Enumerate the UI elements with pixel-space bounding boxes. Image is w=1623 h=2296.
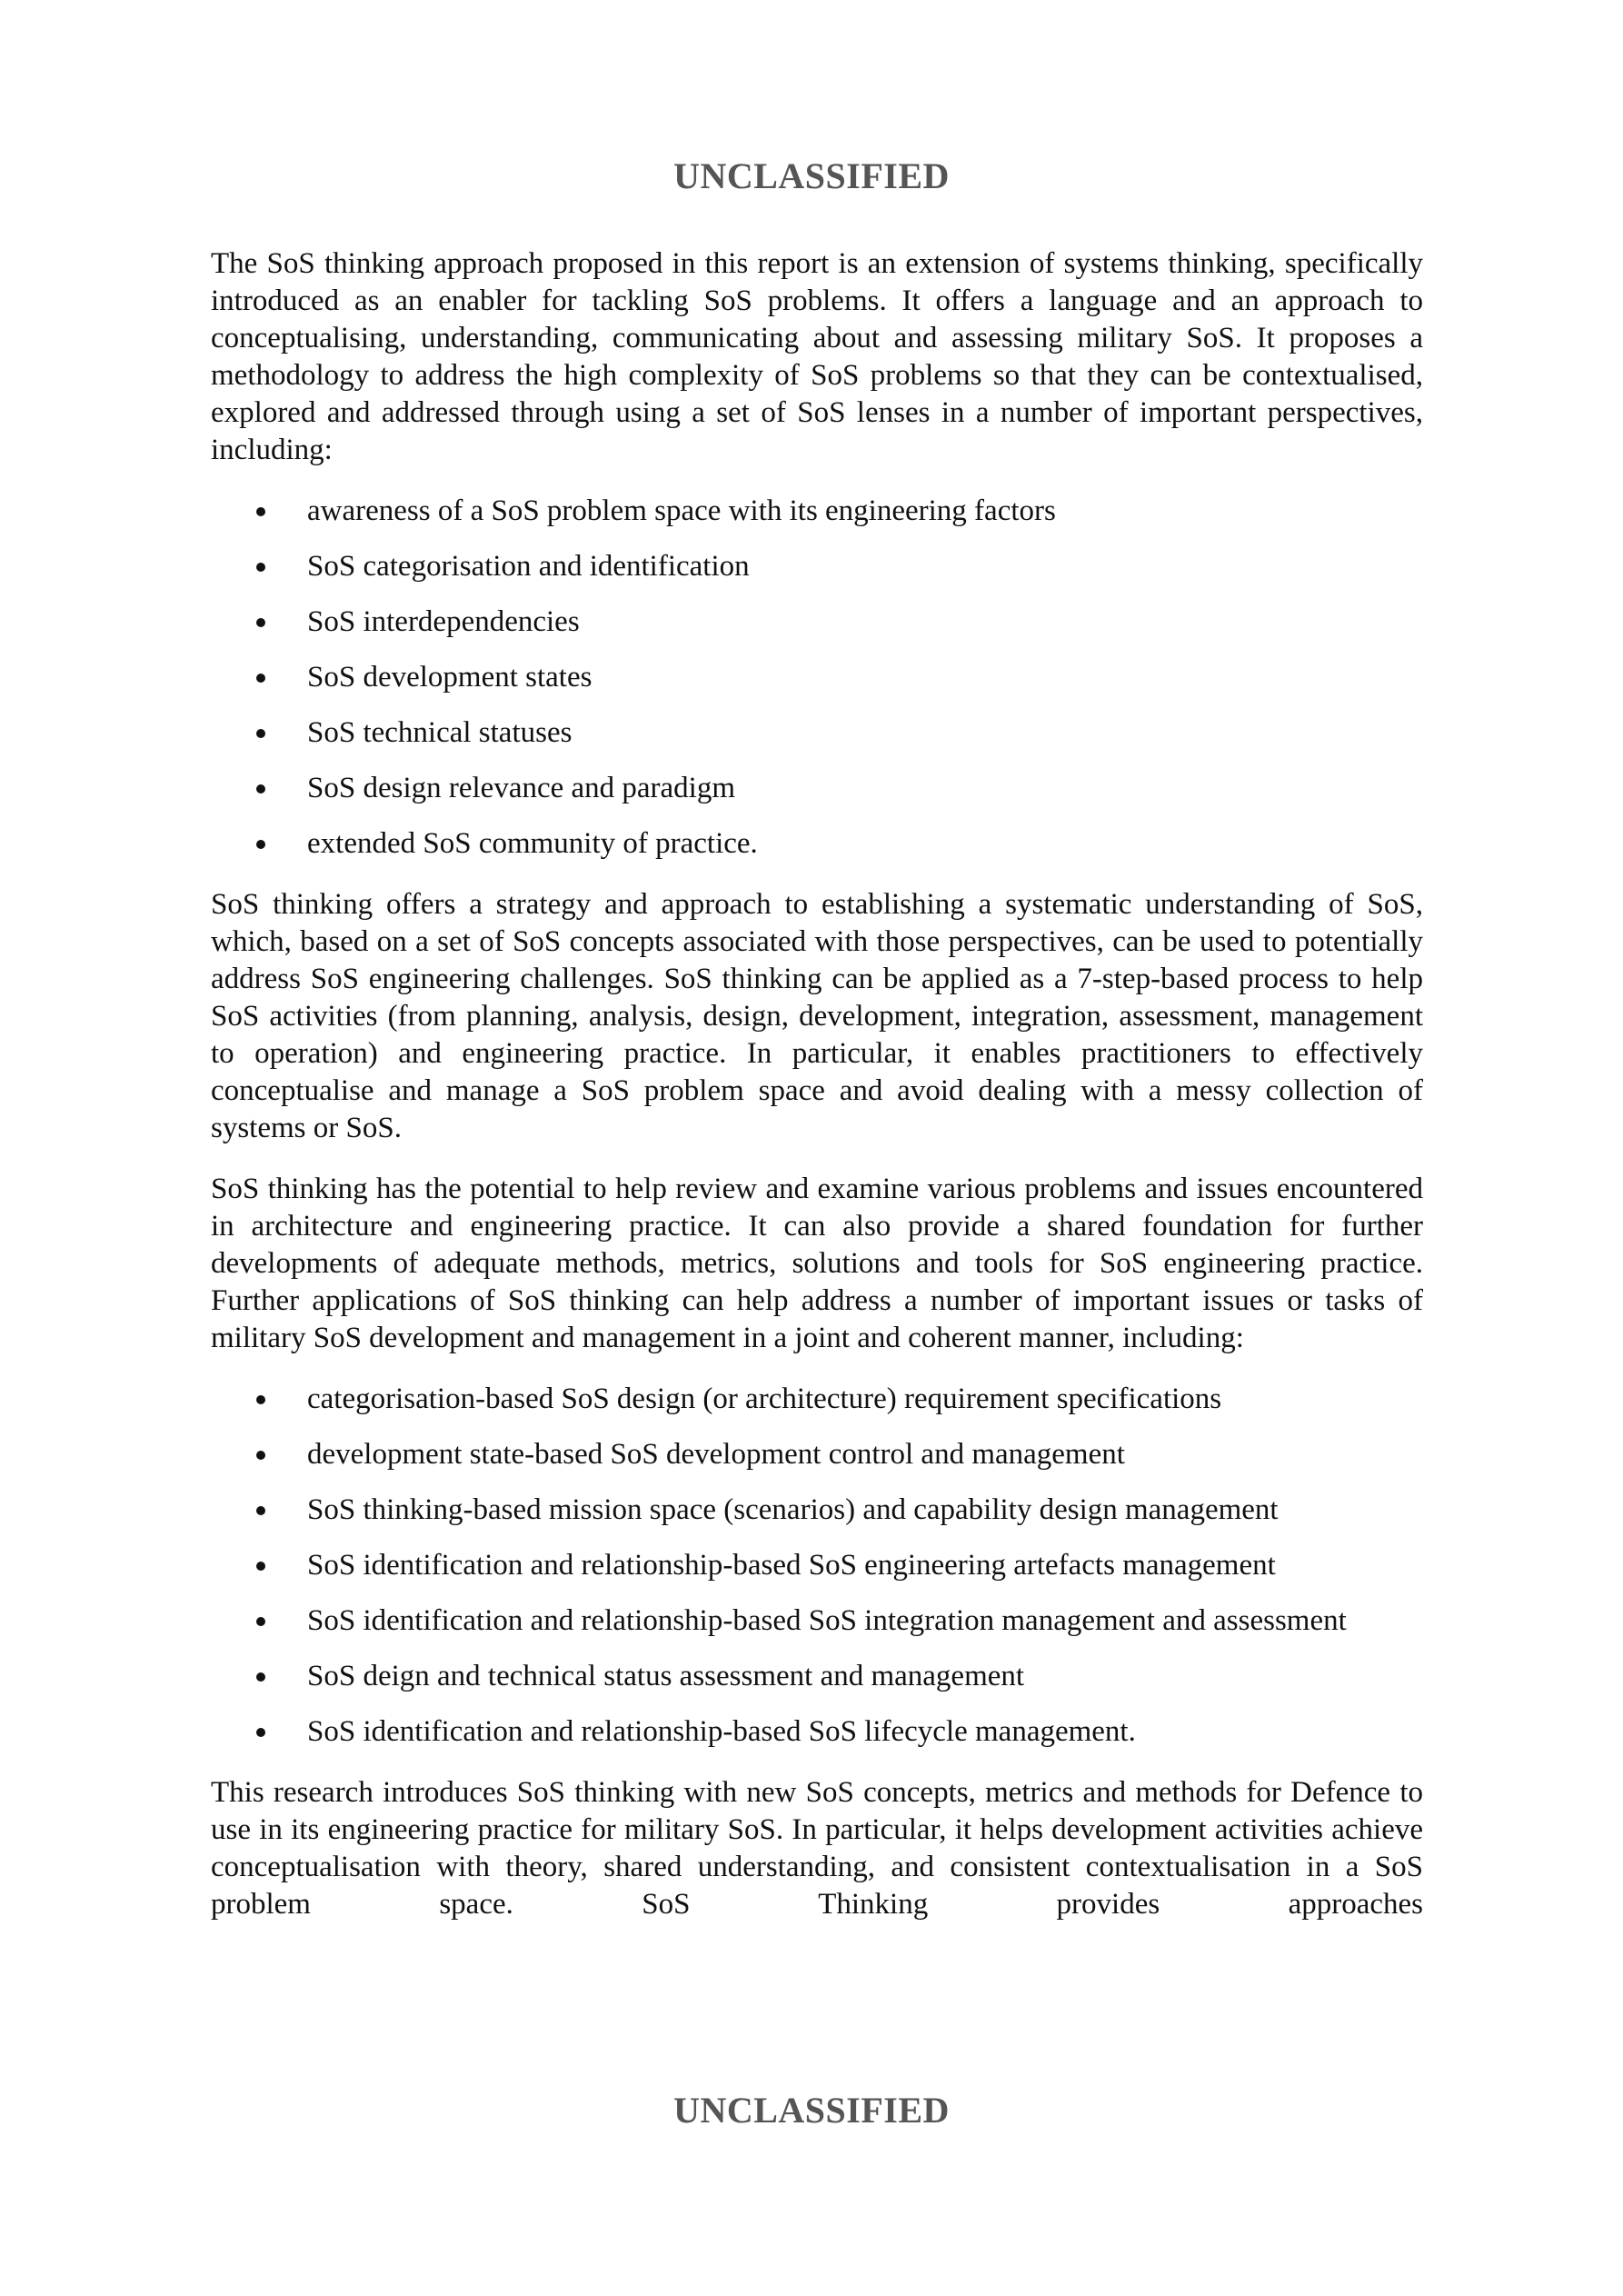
list-item: SoS identification and relationship-based SoS integration management and assessment [211,1602,1423,1640]
list-item: SoS categorisation and identification [211,548,1423,585]
bullet-icon [256,1451,265,1460]
paragraph-sos-thinking-potential: SoS thinking has the potential to help review and examine various problems and issues encountered in architecture and engineering practice. It can also provide a shared foundation for further developments of adequate methods, metrics, solutions and tools for SoS engineering practice. Further applications of SoS thinking can help address a number of important issues or tasks of military SoS development and management in a joint and coherent manner, including: [211,1173,1423,1354]
list-item: categorisation-based SoS design (or architecture) requirement specifications [211,1381,1423,1418]
list-item: SoS deign and technical status assessment and management [211,1658,1423,1695]
bullet-icon [256,784,265,794]
list-item: SoS identification and relationship-based SoS engineering artefacts management [211,1547,1423,1584]
list-item: SoS interdependencies [211,604,1423,641]
document-body [211,245,1423,1923]
list-item: SoS identification and relationship-based SoS lifecycle management. [211,1713,1423,1751]
bullet-icon [256,674,265,683]
bullet-icon [256,507,265,516]
bullet-icon [256,1506,265,1515]
list-item: awareness of a SoS problem space with its engineering factors [211,493,1423,530]
list-item: SoS development states [211,659,1423,696]
list-item: SoS design relevance and paradigm [211,770,1423,807]
list-item: extended SoS community of practice. [211,825,1423,863]
bullet-icon [256,1562,265,1571]
bullet-icon [256,840,265,849]
footer-classification-marking: UNCLASSIFIED [673,2090,950,2131]
list-item: SoS technical statuses [211,714,1423,752]
bullet-icon [256,1617,265,1626]
perspectives-list [211,493,1423,863]
paragraph-sos-thinking-strategy: SoS thinking offers a strategy and approach to establishing a systematic understanding of SoS, which, based on a set of SoS concepts associated with those perspectives, can be used to potentially address SoS engineering challenges. SoS thinking can be applied as a 7-step-based process to help SoS activities (from planning, analysis, design, development, integration, assessment, management to operation) and engineering practice. In particular, it enables practitioners to effectively conceptualise and manage a SoS problem space and avoid dealing with a messy collection of systems or SoS. [211,888,1423,1144]
bullet-icon [256,1672,265,1682]
bullet-icon [256,1395,265,1404]
header-classification-marking: UNCLASSIFIED [673,155,950,196]
bullet-icon [256,618,265,627]
paragraph-sos-thinking-approach: The SoS thinking approach proposed in this report is an extension of systems thinking, specifically introduced as an enabler for tackling SoS problems. It offers a language and an approach to conceptualising, understanding, communicating about and assessing military SoS. It proposes a methodology to address the high complexity of SoS problems so that they can be contextualised, explored and addressed through using a set of SoS lenses in a number of important perspectives, including: [211,247,1423,466]
list-item: development state-based SoS development control and management [211,1436,1423,1473]
list-item: SoS thinking-based mission space (scenarios) and capability design management [211,1492,1423,1529]
paragraph-research-introduction: This research introduces SoS thinking with new SoS concepts, metrics and methods for Defence to use in its engineering practice for military SoS. In particular, it helps development activities achieve conceptualisation with theory, shared understanding, and consistent contextualisation in a SoS problem space. SoS Thinking provides approaches [211,1776,1423,1921]
bullet-icon [256,563,265,572]
bullet-icon [256,729,265,738]
bullet-icon [256,1728,265,1737]
applications-list [211,1381,1423,1751]
